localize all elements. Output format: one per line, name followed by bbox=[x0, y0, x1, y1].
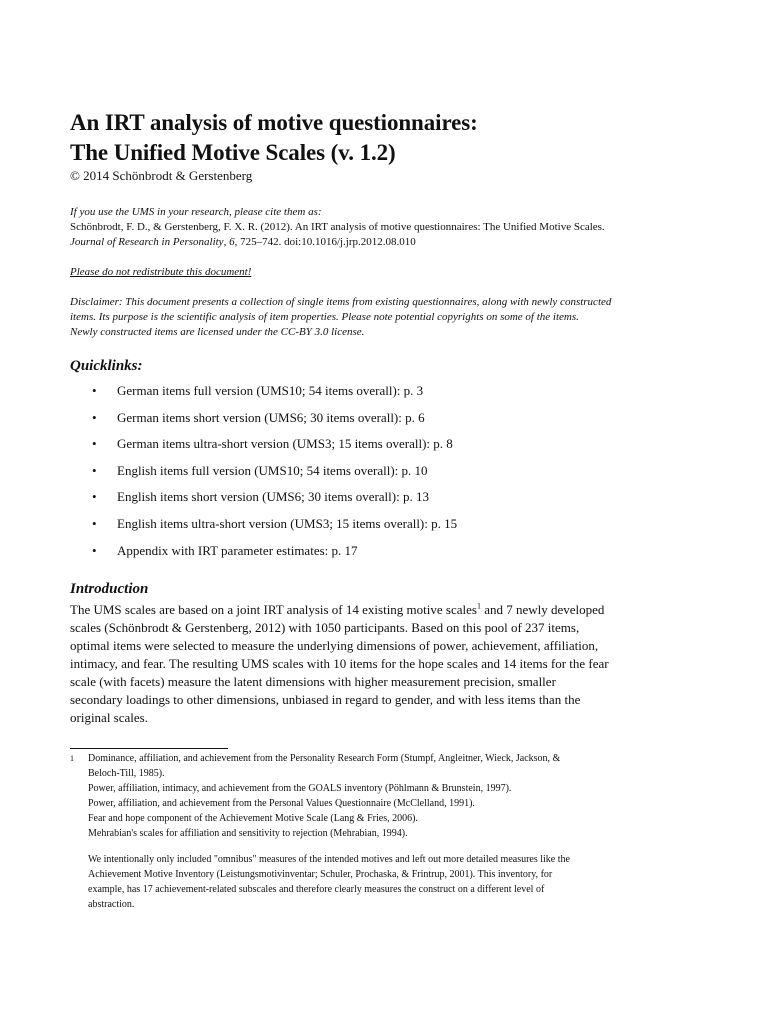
quicklinks-heading: Quicklinks: bbox=[70, 358, 143, 374]
quicklink-label: English items full version (UMS10; 54 items overall): p. 10 bbox=[117, 462, 428, 478]
quicklink-item[interactable] bbox=[70, 409, 698, 427]
document-title bbox=[70, 108, 698, 168]
bullet-icon: • bbox=[92, 409, 97, 425]
disclaimer-block bbox=[70, 295, 698, 340]
footnote-divider bbox=[70, 748, 228, 749]
bullet-icon: • bbox=[92, 515, 97, 531]
intro-line-1 bbox=[70, 601, 698, 619]
intro-line-2: scales (Schönbrodt & Gerstenberg, 2012) with 1050 participants. Based on this pool of 237 items, bbox=[70, 619, 580, 635]
disclaimer-line-2: items. Its purpose is the scientific analysis of item properties. Please note potential copyrights on some of the items. bbox=[70, 311, 579, 323]
disclaimer-line-3: Newly constructed items are licensed under the CC-BY 3.0 license. bbox=[70, 326, 365, 338]
quicklink-label: German items ultra-short version (UMS3; 15 items overall): p. 8 bbox=[117, 436, 453, 452]
bullet-icon: • bbox=[92, 542, 97, 558]
citation-pages-doi: , 725–742. doi:10.1016/j.jrp.2012.08.010 bbox=[234, 236, 416, 248]
introduction-heading: Introduction bbox=[70, 580, 149, 597]
quicklink-label: Appendix with IRT parameter estimates: p. 17 bbox=[117, 542, 358, 558]
quicklink-item[interactable] bbox=[70, 462, 698, 480]
footnote-line: Fear and hope component of the Achievement Motive Scale (Lang & Fries, 2006). bbox=[88, 812, 418, 824]
footnote-note-line: example, has 17 achievement-related subscales and therefore clearly measures the construct on a different level of bbox=[88, 883, 545, 895]
quicklink-item[interactable] bbox=[70, 515, 698, 533]
bullet-icon: • bbox=[92, 489, 97, 505]
intro-line-7: original scales. bbox=[70, 709, 148, 725]
title-line-1: An IRT analysis of motive questionnaires: bbox=[70, 110, 478, 135]
intro-line-6: secondary loadings to other dimensions, unbiased in regard to gender, and with less items than the bbox=[70, 691, 581, 707]
quicklink-label: English items ultra-short version (UMS3; 15 items overall): p. 15 bbox=[117, 515, 458, 531]
quicklink-item[interactable] bbox=[70, 542, 698, 560]
disclaimer-line-1: Disclaimer: This document presents a collection of single items from existing questionnaires, along with newly constructed bbox=[70, 296, 612, 308]
footnote-spacer bbox=[88, 841, 698, 852]
footnote-line: Power, affiliation, and achievement from the Personal Values Questionnaire (McClelland, 1991). bbox=[88, 797, 475, 809]
footnote-line: Beloch-Till, 1985). bbox=[88, 767, 165, 779]
quicklink-label: English items short version (UMS6; 30 items overall): p. 13 bbox=[117, 489, 429, 505]
quicklink-item[interactable] bbox=[70, 435, 698, 453]
bullet-icon: • bbox=[92, 436, 97, 452]
footnote-marker: 1 bbox=[70, 753, 74, 763]
citation-journal-line: Journal of Research in Personality, 6, 725–742. doi:10.1016/j.jrp.2012.08.010 bbox=[70, 236, 416, 248]
bullet-icon: • bbox=[92, 462, 97, 478]
quicklink-label: German items full version (UMS10; 54 items overall): p. 3 bbox=[117, 383, 424, 398]
intro-line-1-a: The UMS scales are based on a joint IRT analysis of 14 existing motive scales bbox=[70, 601, 477, 617]
page-content bbox=[70, 108, 698, 912]
footnote-line: Dominance, affiliation, and achievement from the Personality Research Form (Stumpf, Angleitner, Wieck, Jackson, & bbox=[88, 752, 561, 764]
citation-block bbox=[70, 205, 698, 250]
footnote-note-line: We intentionally only included "omnibus" measures of the intended motives and left out more detailed measures like the bbox=[88, 853, 570, 865]
quicklink-item[interactable] bbox=[70, 382, 698, 400]
intro-line-3: optimal items were selected to measure the underlying dimensions of power, achievement, affiliation, bbox=[70, 637, 599, 653]
footnote-note-line: Achievement Motive Inventory (Leistungsmotivinventar; Schuler, Prochaska, & Frintrup, 2001). This inventory, for bbox=[88, 868, 553, 880]
quicklink-label: German items short version (UMS6; 30 items overall): p. 6 bbox=[117, 409, 425, 425]
copyright-line: © 2014 Schönbrodt & Gerstenberg bbox=[70, 168, 253, 183]
footnote-line: Power, affiliation, intimacy, and achievement from the GOALS inventory (Pöhlmann & Brunstein, 1997). bbox=[88, 782, 512, 794]
redistribution-notice: Please do not redistribute this document! bbox=[70, 266, 252, 278]
intro-line-1-b: and 7 newly developed bbox=[480, 601, 605, 617]
bullet-icon: • bbox=[92, 383, 97, 398]
footnote-body bbox=[70, 751, 698, 912]
citation-volume: 6 bbox=[229, 236, 235, 248]
footnote-note-line: abstraction. bbox=[88, 898, 135, 910]
quicklink-item[interactable] bbox=[70, 488, 698, 506]
title-line-2: The Unified Motive Scales (v. 1.2) bbox=[70, 140, 396, 165]
intro-line-5: scale (with facets) measure the latent dimensions with higher measurement precision, smaller bbox=[70, 673, 556, 689]
quicklinks-list bbox=[70, 382, 698, 560]
footnote-line: Mehrabian's scales for affiliation and sensitivity to rejection (Mehrabian, 1994). bbox=[88, 827, 408, 839]
footnote-block bbox=[70, 751, 698, 912]
citation-journal: Journal of Research in Personality bbox=[70, 236, 224, 248]
footnote-reference: 1 bbox=[476, 601, 481, 611]
citation-authors: Schönbrodt, F. D., & Gerstenberg, F. X. R. (2012). An IRT analysis of motive questionnaires: The Unified Motive Scales. bbox=[70, 221, 605, 233]
intro-line-4: intimacy, and fear. The resulting UMS scales with 10 items for the hope scales and 14 items for the fear bbox=[70, 655, 609, 671]
introduction-paragraph bbox=[70, 601, 698, 727]
citation-intro: If you use the UMS in your research, please cite them as: bbox=[70, 206, 322, 218]
